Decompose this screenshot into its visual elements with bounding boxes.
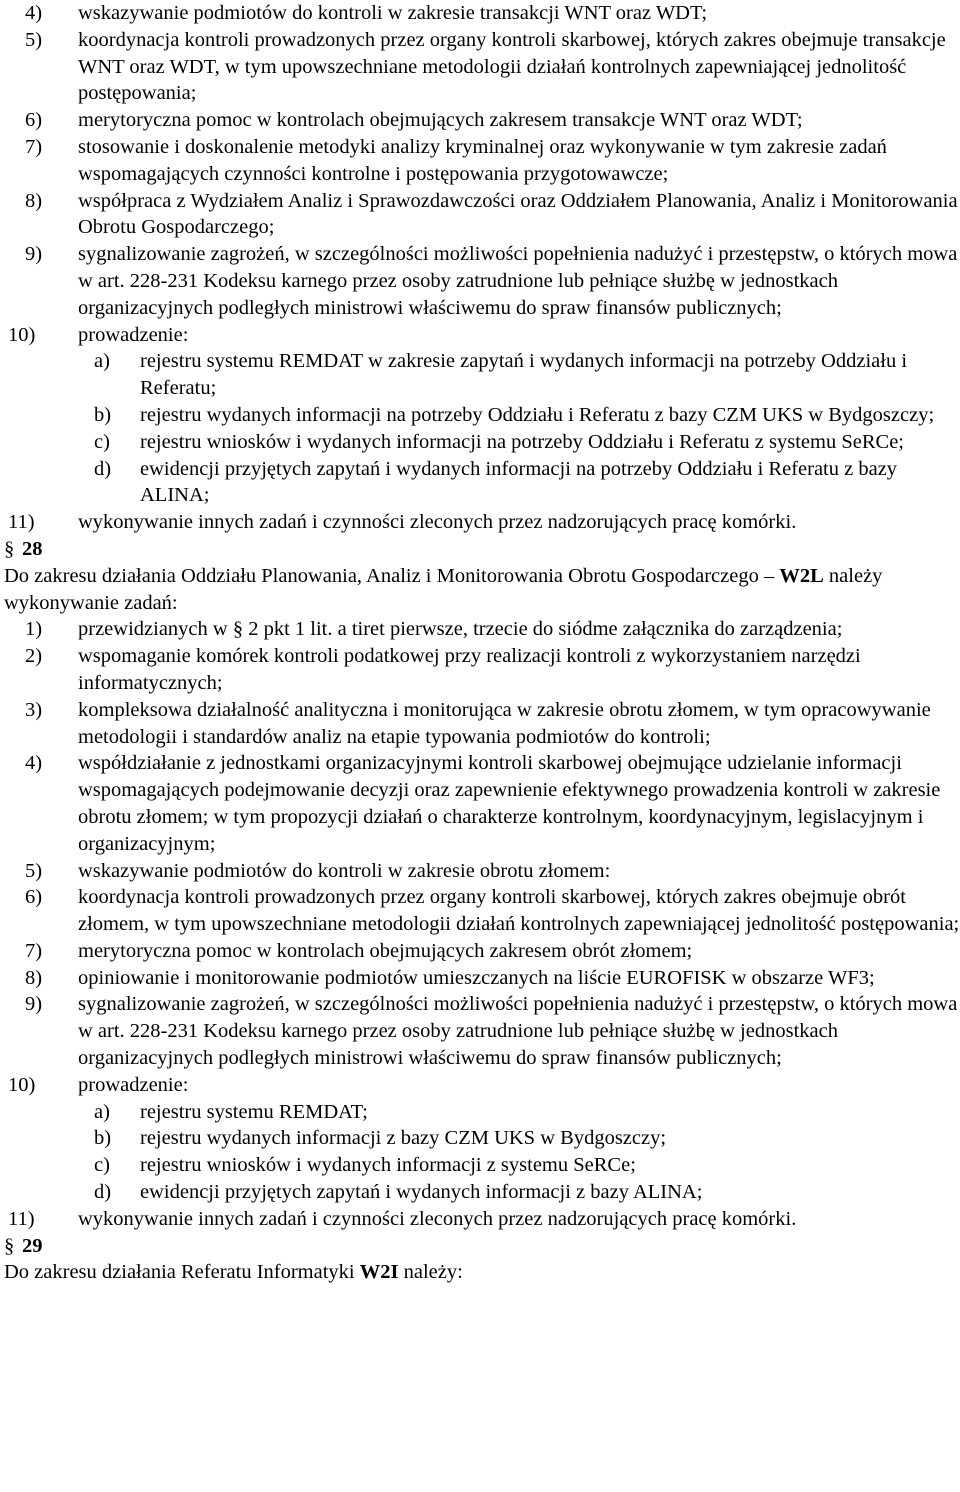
list-item <box>0 616 960 643</box>
sub-list-item <box>0 402 960 429</box>
item-number: 2) <box>25 645 43 668</box>
unit-code: W2L <box>779 564 824 587</box>
item-number: 5) <box>25 859 43 882</box>
item-text: koordynacja kontroli prowadzonych przez organy kontroli skarbowej, których zakres obejmuje transakcje WNT oraz WDT, w tym upowszechniane metodologii działań kontrolnych zapewniającej jednolitość postępowania; <box>78 28 946 105</box>
section-symbol: § <box>4 537 15 560</box>
item-number: 6) <box>25 109 43 132</box>
section-29-intro <box>0 1259 960 1286</box>
sub-item-letter: c) <box>94 1154 110 1177</box>
list-item <box>0 643 960 697</box>
sub-list-item <box>0 1125 960 1152</box>
intro-suffix: należy: <box>398 1261 463 1284</box>
item-text: wskazywanie podmiotów do kontroli w zakresie transakcji WNT oraz WDT; <box>78 2 708 24</box>
section-number: 29 <box>22 1234 43 1257</box>
section-heading-28 <box>0 536 960 563</box>
item-text: przewidzianych w § 2 pkt 1 lit. a tiret pierwsze, trzecie do siódme załącznika do zarządzenia; <box>78 618 843 641</box>
item-number: 1) <box>25 618 43 641</box>
item-text: współpraca z Wydziałem Analiz i Sprawozdawczości oraz Oddziałem Planowania, Analiz i Monitorowania Obrotu Gospodarczego; <box>78 189 958 239</box>
sub-list-item <box>0 1152 960 1179</box>
sub-item-text: rejestru wniosków i wydanych informacji na potrzeby Oddziału i Referatu z systemu SeRCe; <box>140 430 904 453</box>
sub-item-text: ewidencji przyjętych zapytań i wydanych informacji na potrzeby Oddziału i Referatu z bazy ALINA; <box>140 457 898 507</box>
list-item <box>0 697 960 751</box>
item-text: merytoryczna pomoc w kontrolach obejmujących zakresem transakcje WNT oraz WDT; <box>78 109 803 132</box>
item-text: koordynacja kontroli prowadzonych przez organy kontroli skarbowej, których zakres obejmuje obrót złomem, w tym upowszechniane metodologii działań kontrolnych zapewniającej jednolitość postępowania; <box>78 886 960 936</box>
sub-item-text: rejestru systemu REMDAT w zakresie zapytań i wydanych informacji na potrzeby Oddziału i Referatu; <box>140 350 908 400</box>
list-item <box>0 1072 960 1099</box>
item-number: 4) <box>25 2 43 24</box>
item-text: wspomaganie komórek kontroli podatkowej przy realizacji kontroli z wykorzystaniem narzędzi informatycznych; <box>78 645 861 694</box>
item-number: 5) <box>25 28 43 51</box>
item-number: 11) <box>8 1207 35 1230</box>
section-heading-29 <box>0 1233 960 1260</box>
sub-item-text: rejestru wydanych informacji na potrzeby Oddziału i Referatu z bazy CZM UKS w Bydgoszczy; <box>140 403 935 426</box>
list-block-2 <box>0 616 960 1232</box>
list-item <box>0 1206 960 1233</box>
item-text: sygnalizowanie zagrożeń, w szczególności możliwości popełnienia nadużyć i przestępstw, o których mowa w art. 228-231 Kodeksu karnego przez osoby zatrudnione lub pełniące służbę w jednostkach organizacyjnych podległych ministrowi właściwemu do spraw finansów publicznych; <box>78 993 958 1070</box>
intro-suffix: należy wykonywanie zadań: <box>4 564 883 614</box>
section-number: 28 <box>22 537 43 560</box>
item-text: wykonywanie innych zadań i czynności zleconych przez nadzorujących pracę komórki. <box>78 1207 797 1230</box>
item-text: prowadzenie: <box>78 1073 189 1096</box>
list-item <box>0 241 960 321</box>
item-text: stosowanie i doskonalenie metodyki analizy kryminalnej oraz wykonywanie w tym zakresie zadań wspomagających czynności kontrolne i postępowania przygotowawcze; <box>78 135 887 185</box>
item-number: 4) <box>25 752 43 775</box>
item-number: 10) <box>8 323 36 346</box>
list-item <box>0 322 960 349</box>
item-number: 8) <box>25 189 43 212</box>
sub-item-letter: a) <box>94 1100 110 1123</box>
list-block-1 <box>0 0 960 536</box>
list-item <box>0 107 960 134</box>
item-number: 6) <box>25 886 43 909</box>
list-item <box>0 991 960 1071</box>
unit-code: W2I <box>359 1261 399 1284</box>
section-symbol: § <box>4 1234 15 1257</box>
sub-list-item <box>0 1179 960 1206</box>
sub-item-letter: d) <box>94 457 112 480</box>
item-number: 10) <box>8 1073 36 1096</box>
sub-list-item <box>0 429 960 456</box>
section-28-intro <box>0 563 960 617</box>
sub-item-letter: a) <box>94 350 110 373</box>
sub-item-text: rejestru wydanych informacji z bazy CZM UKS w Bydgoszczy; <box>140 1127 667 1150</box>
intro-text: Do zakresu działania Referatu Informatyki <box>4 1261 360 1284</box>
sub-item-letter: d) <box>94 1181 112 1204</box>
item-text: współdziałanie z jednostkami organizacyjnymi kontroli skarbowej obejmujące udzielanie informacji wspomagających podejmowanie decyzji oraz zapewnienie efektywnego prowadzenia kontroli w zakresie obrotu złomem; w tym propozycji działań o charakterze kontrolnym, koordynacyjnym, legislacyjnym i organizacyjnym; <box>78 752 941 855</box>
item-text: wskazywanie podmiotów do kontroli w zakresie obrotu złomem: <box>78 859 611 882</box>
sub-item-text: ewidencji przyjętych zapytań i wydanych informacji z bazy ALINA; <box>140 1181 703 1204</box>
sub-item-letter: b) <box>94 1127 112 1150</box>
sub-list-item <box>0 456 960 510</box>
item-number: 11) <box>8 511 35 534</box>
list-item <box>0 750 960 857</box>
sub-item-letter: c) <box>94 430 110 453</box>
list-item <box>0 938 960 965</box>
item-text: opiniowanie i monitorowanie podmiotów umieszczanych na liście EUROFISK w obszarze WF3; <box>78 966 875 989</box>
item-text: sygnalizowanie zagrożeń, w szczególności możliwości popełnienia nadużyć i przestępstw, o których mowa w art. 228-231 Kodeksu karnego przez osoby zatrudnione lub pełniące służbę w jednostkach organizacyjnych podległych ministrowi właściwemu do spraw finansów publicznych; <box>78 243 958 319</box>
list-item <box>0 884 960 938</box>
item-text: wykonywanie innych zadań i czynności zleconych przez nadzorujących pracę komórki. <box>78 511 797 534</box>
item-number: 3) <box>25 698 43 721</box>
list-item <box>0 27 960 107</box>
list-item <box>0 134 960 188</box>
item-number: 8) <box>25 966 43 989</box>
item-text: prowadzenie: <box>78 323 189 346</box>
item-number: 9) <box>25 993 43 1016</box>
item-text: merytoryczna pomoc w kontrolach obejmujących zakresem obrót złomem; <box>78 939 693 962</box>
sub-item-text: rejestru systemu REMDAT; <box>140 1100 368 1123</box>
item-number: 9) <box>25 243 43 266</box>
list-item <box>0 509 960 536</box>
list-item <box>0 0 960 27</box>
sub-list-item <box>0 348 960 402</box>
item-number: 7) <box>25 939 43 962</box>
item-text: kompleksowa działalność analityczna i monitorująca w zakresie obrotu złomem, w tym opracowywanie metodologii i standardów analiz na etapie typowania podmiotów do kontroli; <box>78 698 931 748</box>
intro-text: Do zakresu działania Oddziału Planowania, Analiz i Monitorowania Obrotu Gospodarczego – <box>4 564 780 587</box>
item-number: 7) <box>25 135 43 158</box>
sub-item-letter: b) <box>94 403 112 426</box>
list-item <box>0 858 960 885</box>
list-item <box>0 965 960 992</box>
sub-item-text: rejestru wniosków i wydanych informacji z systemu SeRCe; <box>140 1154 636 1177</box>
list-item <box>0 188 960 242</box>
sub-list-item <box>0 1099 960 1126</box>
